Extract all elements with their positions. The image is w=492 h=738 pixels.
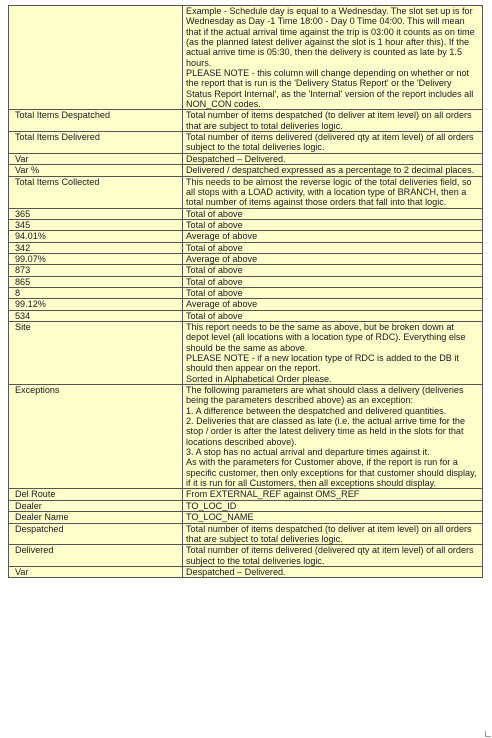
description-paragraph: Total of above bbox=[186, 310, 243, 321]
field-description-cell bbox=[183, 231, 483, 242]
description-paragraph: 2. Deliveries that are classed as late (i.e. the actual arrive time for the stop / order is after the latest delivery time as held in the slots for that locations described above). bbox=[186, 416, 466, 447]
description-paragraph: Total of above bbox=[186, 265, 243, 276]
table-row bbox=[9, 6, 483, 110]
field-name-cell: Total Items Despatched bbox=[9, 110, 183, 132]
field-name-cell: 873 bbox=[9, 265, 183, 276]
description-paragraph: Total number of items delivered (delivered qty at item level) of all orders subject to the total deliveries logic. bbox=[186, 545, 474, 566]
description-paragraph: 3. A stop has no actual arrival and departure times against it. bbox=[186, 447, 430, 458]
table-row bbox=[9, 276, 483, 287]
field-name-cell: 345 bbox=[9, 219, 183, 230]
field-name-cell bbox=[9, 6, 183, 110]
field-description-cell bbox=[183, 165, 483, 176]
field-description-cell bbox=[183, 500, 483, 511]
field-name-cell: 342 bbox=[9, 242, 183, 253]
table-row bbox=[9, 231, 483, 242]
field-description-cell bbox=[183, 489, 483, 500]
description-paragraph: Average of above bbox=[186, 231, 258, 242]
field-name-cell: Delivered bbox=[9, 545, 183, 567]
field-description-cell bbox=[183, 208, 483, 219]
field-description-cell bbox=[183, 253, 483, 264]
field-name-cell: Var bbox=[9, 153, 183, 164]
field-description-cell bbox=[183, 385, 483, 489]
table-row bbox=[9, 242, 483, 253]
table-row bbox=[9, 132, 483, 154]
description-paragraph: Average of above bbox=[186, 253, 258, 264]
description-paragraph: From EXTERNAL_REF against OMS_REF bbox=[186, 489, 360, 500]
description-paragraph: This needs to be almost the reverse logic of the total deliveries field, so all stops with a LOAD activity, with a location type of BRANCH, then a total number of items against those orders that fall into that logic. bbox=[186, 176, 472, 208]
field-name-cell: 94.01% bbox=[9, 231, 183, 242]
description-paragraph: Despatched – Delivered. bbox=[186, 566, 286, 577]
description-paragraph: The following parameters are what should class a delivery (deliveries being the parameters described above) as an exception: bbox=[186, 385, 464, 406]
page-corner-mark bbox=[485, 731, 491, 737]
field-description-cell bbox=[183, 512, 483, 523]
description-paragraph: Total of above bbox=[186, 276, 243, 287]
specification-table-body bbox=[9, 6, 483, 578]
description-paragraph: Total of above bbox=[186, 208, 243, 219]
field-description-cell bbox=[183, 523, 483, 545]
field-description-cell bbox=[183, 265, 483, 276]
table-row bbox=[9, 489, 483, 500]
field-name-cell: Exceptions bbox=[9, 385, 183, 489]
description-paragraph: As with the parameters for Customer above, if the report is run for a specific customer, then only exceptions for that customer should display, if it is run for all Customers, then all exceptions should display. bbox=[186, 457, 477, 489]
field-name-cell: 534 bbox=[9, 310, 183, 321]
specification-table bbox=[8, 5, 483, 578]
field-description-cell bbox=[183, 299, 483, 310]
description-paragraph: Sorted in Alphabetical Order please. bbox=[186, 373, 332, 384]
description-paragraph: PLEASE NOTE - if a new location type of RDC is added to the DB it should then appear on the report. bbox=[186, 353, 459, 374]
description-paragraph: Average of above bbox=[186, 299, 258, 310]
description-paragraph: 1. A difference between the despatched and delivered quantities. bbox=[186, 405, 447, 416]
field-name-cell: 99.12% bbox=[9, 299, 183, 310]
field-name-cell: 365 bbox=[9, 208, 183, 219]
field-name-cell: Site bbox=[9, 321, 183, 384]
field-name-cell: Dealer Name bbox=[9, 512, 183, 523]
table-row bbox=[9, 299, 483, 310]
description-paragraph: Total number of items delivered (delivered qty at item level) of all orders subject to the total deliveries logic. bbox=[186, 132, 474, 153]
table-row bbox=[9, 523, 483, 545]
description-paragraph: PLEASE NOTE - this column will change depending on whether or not the report that is run is the 'Delivery Status Report' or the 'Delivery Status Report Internal', as the 'Internal' version of the report includes all NON_CON codes. bbox=[186, 68, 474, 110]
field-name-cell: Var % bbox=[9, 165, 183, 176]
description-paragraph: Total number of items despatched (to deliver at item level) on all orders that are subject to total deliveries logic. bbox=[186, 110, 472, 131]
table-row bbox=[9, 176, 483, 208]
description-paragraph: Example - Schedule day is equal to a Wednesday. The slot set up is for Wednesday as Day -1 Time 18:00 - Day 0 Time 04:00. This will mean that if the actual arrival time against the trip is 03:00 it counts as on time (as the planned latest deliver against the slot is 1 hour after this). If the actual arrive time is 05:30, then the delivery is counted as late by 1.5 hours. bbox=[186, 6, 475, 68]
field-description-cell bbox=[183, 321, 483, 384]
description-paragraph: Delivered / despatched expressed as a percentage to 2 decimal places. bbox=[186, 165, 475, 176]
field-name-cell: Del Route bbox=[9, 489, 183, 500]
field-name-cell: Var bbox=[9, 566, 183, 577]
table-row bbox=[9, 321, 483, 384]
description-paragraph: TO_LOC_ID bbox=[186, 500, 237, 511]
field-description-cell bbox=[183, 566, 483, 577]
table-row bbox=[9, 110, 483, 132]
description-paragraph: Total of above bbox=[186, 219, 243, 230]
table-row bbox=[9, 153, 483, 164]
field-name-cell: Dealer bbox=[9, 500, 183, 511]
field-name-cell: 865 bbox=[9, 276, 183, 287]
description-paragraph: Despatched – Delivered. bbox=[186, 153, 286, 164]
field-description-cell bbox=[183, 276, 483, 287]
field-description-cell bbox=[183, 132, 483, 154]
table-row bbox=[9, 566, 483, 577]
field-name-cell: 99.07% bbox=[9, 253, 183, 264]
table-row bbox=[9, 500, 483, 511]
field-description-cell bbox=[183, 310, 483, 321]
field-description-cell bbox=[183, 176, 483, 208]
description-paragraph: Total of above bbox=[186, 242, 243, 253]
field-description-cell bbox=[183, 6, 483, 110]
table-row bbox=[9, 545, 483, 567]
field-description-cell bbox=[183, 110, 483, 132]
field-name-cell: Despatched bbox=[9, 523, 183, 545]
table-row bbox=[9, 165, 483, 176]
description-paragraph: Total of above bbox=[186, 287, 243, 298]
table-row bbox=[9, 512, 483, 523]
table-row bbox=[9, 253, 483, 264]
field-name-cell: Total Items Collected bbox=[9, 176, 183, 208]
table-row bbox=[9, 385, 483, 489]
field-name-cell: Total Items Delivered bbox=[9, 132, 183, 154]
table-row bbox=[9, 310, 483, 321]
field-description-cell bbox=[183, 545, 483, 567]
field-description-cell bbox=[183, 153, 483, 164]
description-paragraph: TO_LOC_NAME bbox=[186, 512, 254, 523]
field-description-cell bbox=[183, 242, 483, 253]
table-row bbox=[9, 265, 483, 276]
field-description-cell bbox=[183, 287, 483, 298]
table-row bbox=[9, 219, 483, 230]
table-row bbox=[9, 208, 483, 219]
field-description-cell bbox=[183, 219, 483, 230]
field-name-cell: 8 bbox=[9, 287, 183, 298]
table-row bbox=[9, 287, 483, 298]
description-paragraph: Total number of items despatched (to deliver at item level) on all orders that are subject to total deliveries logic. bbox=[186, 523, 472, 544]
description-paragraph: This report needs to be the same as above, but be broken down at depot level (all locations with a location type of RDC). Everything else should be the same as above. bbox=[186, 321, 466, 353]
